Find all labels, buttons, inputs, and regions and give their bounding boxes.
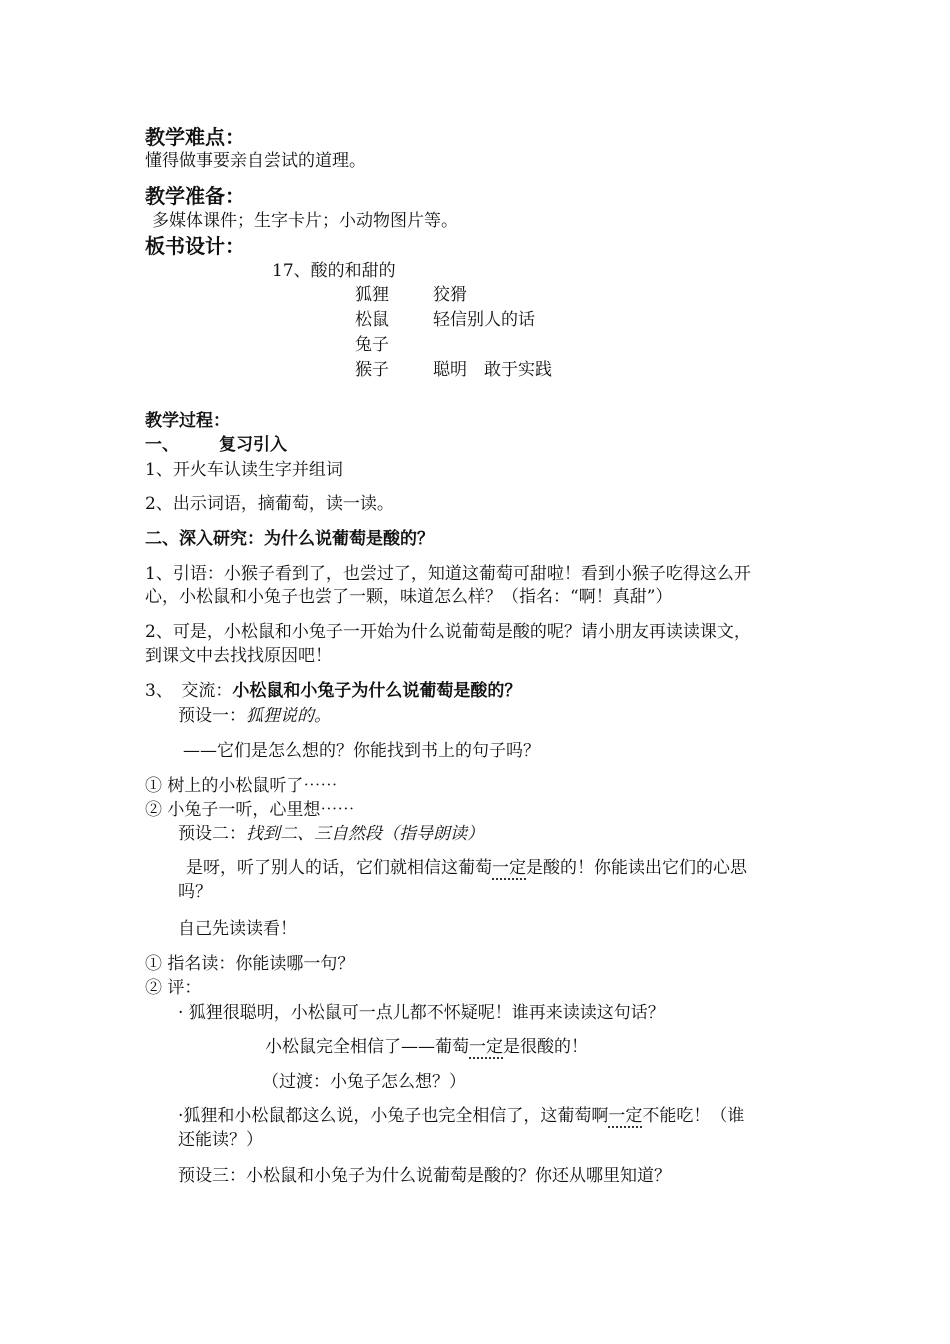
board-trait: 聪明 敢于实践 [433, 360, 552, 380]
board-title: 17、酸的和甜的 [272, 261, 396, 281]
difficulty-text: 懂得做事要亲自尝试的道理。 [145, 151, 366, 171]
preset-2 [178, 823, 484, 845]
question-line: ——它们是怎么想的？你能找到书上的句子吗？ [183, 741, 540, 761]
response-text: 是呀，听了别人的话，它们就相信这葡萄 [186, 858, 492, 878]
process-heading: 教学过程： [145, 411, 230, 431]
emphasis-word: 一定 [608, 1106, 643, 1126]
board-row [355, 359, 552, 381]
preset-2-text: 找到二、三自然段（指导朗读） [246, 824, 484, 844]
paragraph-1-line: 1、引语：小猴子看到了，也尝过了，知道这葡萄可甜啦！看到小猴子吃得这么开 [145, 564, 751, 584]
board-row [355, 284, 467, 306]
preset-3: 预设三：小松鼠和小兔子为什么说葡萄是酸的？你还从哪里知道？ [178, 1166, 671, 1186]
self-read: 自己先读读看！ [178, 919, 297, 939]
circled-item: ① 指名读：你能读哪一句？ [145, 954, 355, 974]
circled-item: ② 小兔子一听，心里想⋯⋯ [145, 800, 355, 820]
preset-1-text: 狐狸说的。 [246, 706, 331, 726]
part1-item: 1、开火车认读生字并组词 [145, 460, 343, 480]
preparation-heading: 教学准备： [145, 184, 245, 208]
board-heading: 板书设计： [145, 234, 245, 258]
paragraph-2-line: 到课文中去找找原因吧！ [145, 646, 332, 666]
part1-heading [145, 434, 287, 456]
evaluation-line: · 狐狸很聪明，小松鼠可一点儿都不怀疑呢！谁再来读读这句话？ [178, 1003, 665, 1023]
evaluation-text: ·狐狸和小松鼠都这么说，小兔子也完全相信了，这葡萄啊 [178, 1106, 609, 1126]
response-text: 是酸的！你能读出它们的心思 [526, 858, 747, 878]
paragraph-3 [145, 680, 521, 702]
exchange-label: 3、 交流： [145, 681, 233, 701]
board-animal: 狐狸 [355, 285, 389, 305]
emphasis-word: 一定 [469, 1037, 503, 1057]
evaluation-text: 小松鼠完全相信了——葡萄 [265, 1037, 469, 1057]
exchange-question: 小松鼠和小兔子为什么说葡萄是酸的？ [232, 681, 522, 701]
evaluation-line [178, 1105, 744, 1127]
difficulty-heading: 教学难点： [145, 125, 245, 149]
preparation-text: 多媒体课件；生字卡片；小动物图片等。 [152, 211, 458, 231]
preset-1 [178, 705, 331, 727]
preset-1-label: 预设一： [178, 706, 246, 726]
board-row [355, 309, 535, 331]
evaluation-line [265, 1036, 588, 1058]
circled-item: ① 树上的小松鼠听了⋯⋯ [145, 776, 338, 796]
board-animal: 兔子 [355, 335, 389, 355]
response-line [186, 857, 747, 879]
board-animal: 猴子 [355, 360, 389, 380]
paragraph-1-line: 心，小松鼠和小兔子也尝了一颗，味道怎么样？（指名：“啊！真甜”） [145, 587, 673, 607]
part1-number: 一、 [145, 435, 179, 455]
board-trait: 狡猾 [433, 285, 467, 305]
part2-title: 二、深入研究：为什么说葡萄是酸的？ [145, 529, 434, 549]
response-line: 吗？ [178, 882, 212, 902]
part1-item: 2、出示词语，摘葡萄，读一读。 [145, 494, 394, 514]
emphasis-word: 一定 [492, 858, 526, 878]
part1-title: 复习引入 [219, 435, 287, 455]
board-row [355, 334, 433, 356]
preset-2-label: 预设二： [178, 824, 246, 844]
evaluation-line: 还能读？） [178, 1130, 263, 1150]
evaluation-text: 不能吃！（谁 [642, 1106, 745, 1126]
paragraph-2-line: 2、可是，小松鼠和小兔子一开始为什么说葡萄是酸的呢？请小朋友再读读课文， [145, 622, 751, 642]
evaluation-text: 是很酸的！ [503, 1037, 588, 1057]
circled-item: ② 评： [145, 978, 202, 998]
board-trait: 轻信别人的话 [433, 310, 535, 330]
transition-line: （过渡：小兔子怎么想？） [262, 1072, 466, 1092]
board-animal: 松鼠 [355, 310, 389, 330]
